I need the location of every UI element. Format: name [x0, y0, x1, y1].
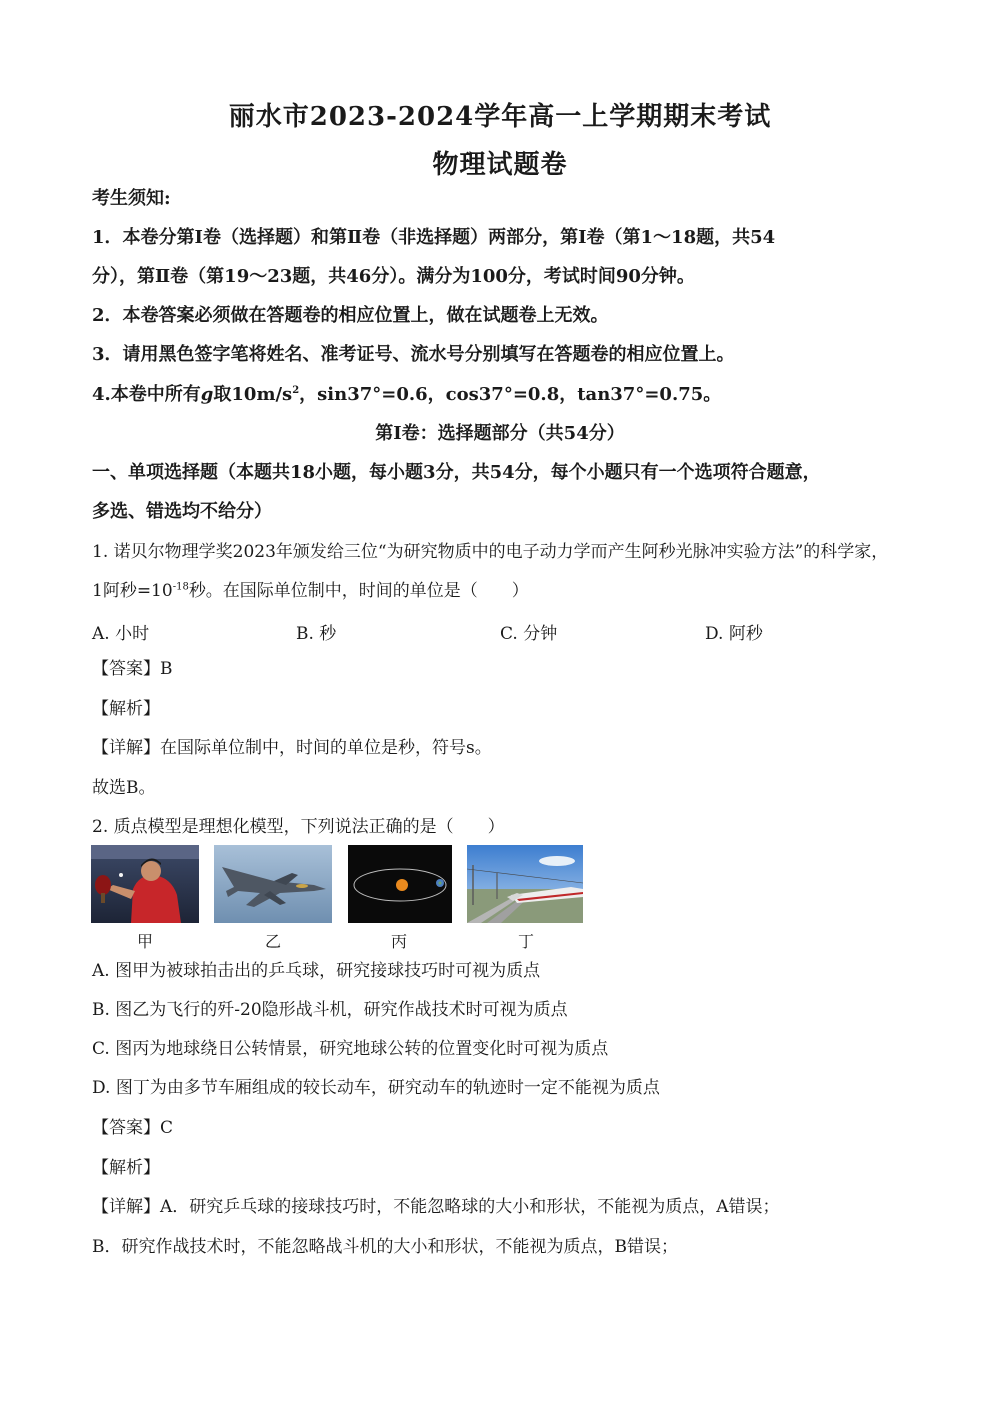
part-title-a: 一、单项选择题（本题共18小题，每小题3分，共54分，每个小题只有一个选项符合题意， — [92, 462, 821, 483]
notice-item-2: 2．本卷答案必须做在答题卷的相应位置上，做在试题卷上无效。 — [92, 305, 609, 326]
notice-item-4-sup: 2 — [292, 385, 300, 396]
q2-option-b: B. 图乙为飞行的歼-20隐形战斗机，研究作战技术时可视为质点 — [92, 1000, 568, 1020]
caption-jia: 甲 — [137, 932, 154, 951]
notice-item-3: 3．请用黑色签字笔将姓名、准考证号、流水号分别填写在答题卷的相应位置上。 — [92, 344, 735, 365]
figure-earth-orbit — [348, 845, 452, 923]
q1-option-c: C. 分钟 — [500, 624, 558, 644]
notice-item-4-mid: 取10m/s — [213, 384, 293, 405]
notice-item-4-post: ，sin37°=0.6，cos37°=0.8，tan37°=0.75。 — [299, 384, 722, 405]
q2-option-a: A. 图甲为被球拍击出的乒乓球，研究接球技巧时可视为质点 — [92, 961, 541, 981]
notice-item-1a: 1．本卷分第Ⅰ卷（选择题）和第Ⅱ卷（非选择题）两部分，第Ⅰ卷（第1～18题，共54 — [92, 227, 776, 248]
q2-stem: 2. 质点模型是理想化模型，下列说法正确的是（ ） — [92, 817, 505, 837]
q1-option-b: B. 秒 — [296, 624, 337, 644]
q2-answer: 【答案】C — [92, 1118, 174, 1138]
notice-item-4-g: g — [200, 384, 214, 405]
q1-conclusion: 故选B。 — [92, 778, 156, 798]
caption-bing: 丙 — [391, 932, 408, 951]
notice-heading: 考生须知: — [92, 188, 171, 209]
figure-fighter-jet — [214, 845, 332, 923]
page-subtitle: 物理试题卷 — [432, 150, 568, 180]
q1-stem-a: 1. 诺贝尔物理学奖2023年颁发给三位“为研究物质中的电子动力学而产生阿秒光脉冲实验方法”的科学家， — [92, 542, 889, 562]
caption-ding: 丁 — [518, 932, 535, 951]
q2-detail-a: 【详解】A．研究乒乓球的接球技巧时，不能忽略球的大小和形状，不能视为质点，A错误； — [92, 1197, 780, 1217]
q1-stem-b-sup: -18 — [172, 581, 189, 593]
page-title: 丽水市2023-2024学年高一上学期期末考试 — [228, 102, 772, 132]
notice-item-4-pre: 4.本卷中所有 — [92, 384, 201, 405]
q1-detail: 【详解】在国际单位制中，时间的单位是秒，符号s。 — [92, 738, 492, 758]
q2-analysis: 【解析】 — [92, 1158, 160, 1178]
notice-item-4 — [92, 384, 721, 406]
q2-option-c: C. 图丙为地球绕日公转情景，研究地球公转的位置变化时可视为质点 — [92, 1039, 609, 1059]
q1-stem-b-pre: 1阿秒=10 — [92, 581, 173, 601]
q1-option-a: A. 小时 — [92, 624, 150, 644]
q1-stem-b-post: 秒。在国际单位制中，时间的单位是（ ） — [188, 581, 529, 601]
caption-yi: 乙 — [265, 932, 282, 951]
q2-detail-b: B．研究作战技术时，不能忽略战斗机的大小和形状，不能视为质点，B错误； — [92, 1237, 678, 1257]
q2-option-d: D. 图丁为由多节车厢组成的较长动车，研究动车的轨迹时一定不能视为质点 — [92, 1078, 660, 1098]
figure-train — [467, 845, 583, 923]
part-title-b: 多选、错选均不给分） — [92, 501, 272, 522]
section-heading: 第Ⅰ卷：选择题部分（共54分） — [375, 423, 625, 444]
figure-table-tennis — [91, 845, 199, 923]
q1-answer: 【答案】B — [92, 659, 173, 679]
q1-analysis: 【解析】 — [92, 699, 160, 719]
q1-option-d: D. 阿秒 — [705, 624, 763, 644]
q1-stem-b — [92, 580, 529, 602]
notice-item-1b: 分），第Ⅱ卷（第19～23题，共46分）。满分为100分，考试时间90分钟。 — [92, 266, 695, 287]
